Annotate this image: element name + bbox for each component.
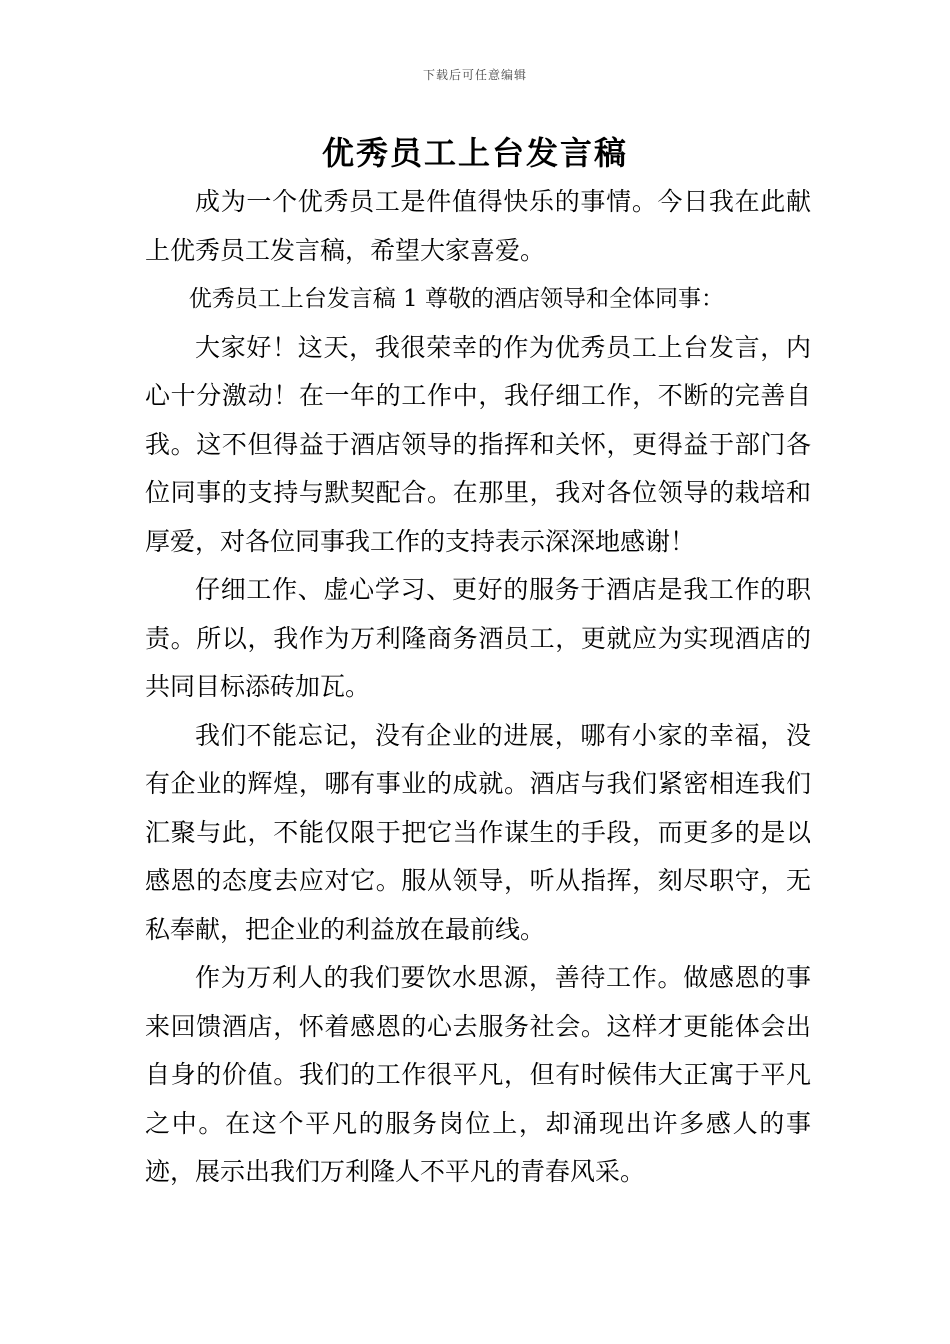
- document-body: [145, 178, 811, 1197]
- paragraph-gratitude: 作为万利人的我们要饮水思源，善待工作。做感恩的事来回馈酒店，怀着感恩的心去服务社会。这样才更能体会出自身的价值。我们的工作很平凡，但有时候伟大正寓于平凡之中。在这个平凡的服务岗位上，却涌现出许多感人的事迹，展示出我们万利隆人不平凡的青春风采。: [145, 963, 811, 1186]
- paragraph-duty: 仔细工作、虚心学习、更好的服务于酒店是我工作的职责。所以，我作为万利隆商务酒员工，更就应为实现酒店的共同目标添砖加瓦。: [145, 575, 811, 701]
- document-title: 优秀员工上台发言稿: [321, 134, 628, 172]
- header-note: 下载后可任意编辑: [422, 68, 527, 82]
- paragraph-salutation: 优秀员工上台发言稿 1 尊敬的酒店领导和全体同事：: [188, 286, 724, 312]
- paragraph-intro: 成为一个优秀员工是件值得快乐的事情。今日我在此献上优秀员工发言稿，希望大家喜爱。: [145, 187, 811, 265]
- paragraph-enterprise: 我们不能忘记，没有企业的进展，哪有小家的幸福，没有企业的辉煌，哪有事业的成就。酒店与我们紧密相连我们汇聚与此，不能仅限于把它当作谋生的手段，而更多的是以感恩的态度去应对它。服从领导，听从指挥，刻尽职守，无私奉献，把企业的利益放在最前线。: [145, 720, 811, 944]
- paragraph-greeting: 大家好！这天，我很荣幸的作为优秀员工上台发言，内心十分激动！在一年的工作中，我仔细工作，不断的完善自我。这不但得益于酒店领导的指挥和关怀，更得益于部门各位同事的支持与默契配合。在那里，我对各位领导的栽培和厚爱，对各位同事我工作的支持表示深深地感谢！: [145, 332, 811, 556]
